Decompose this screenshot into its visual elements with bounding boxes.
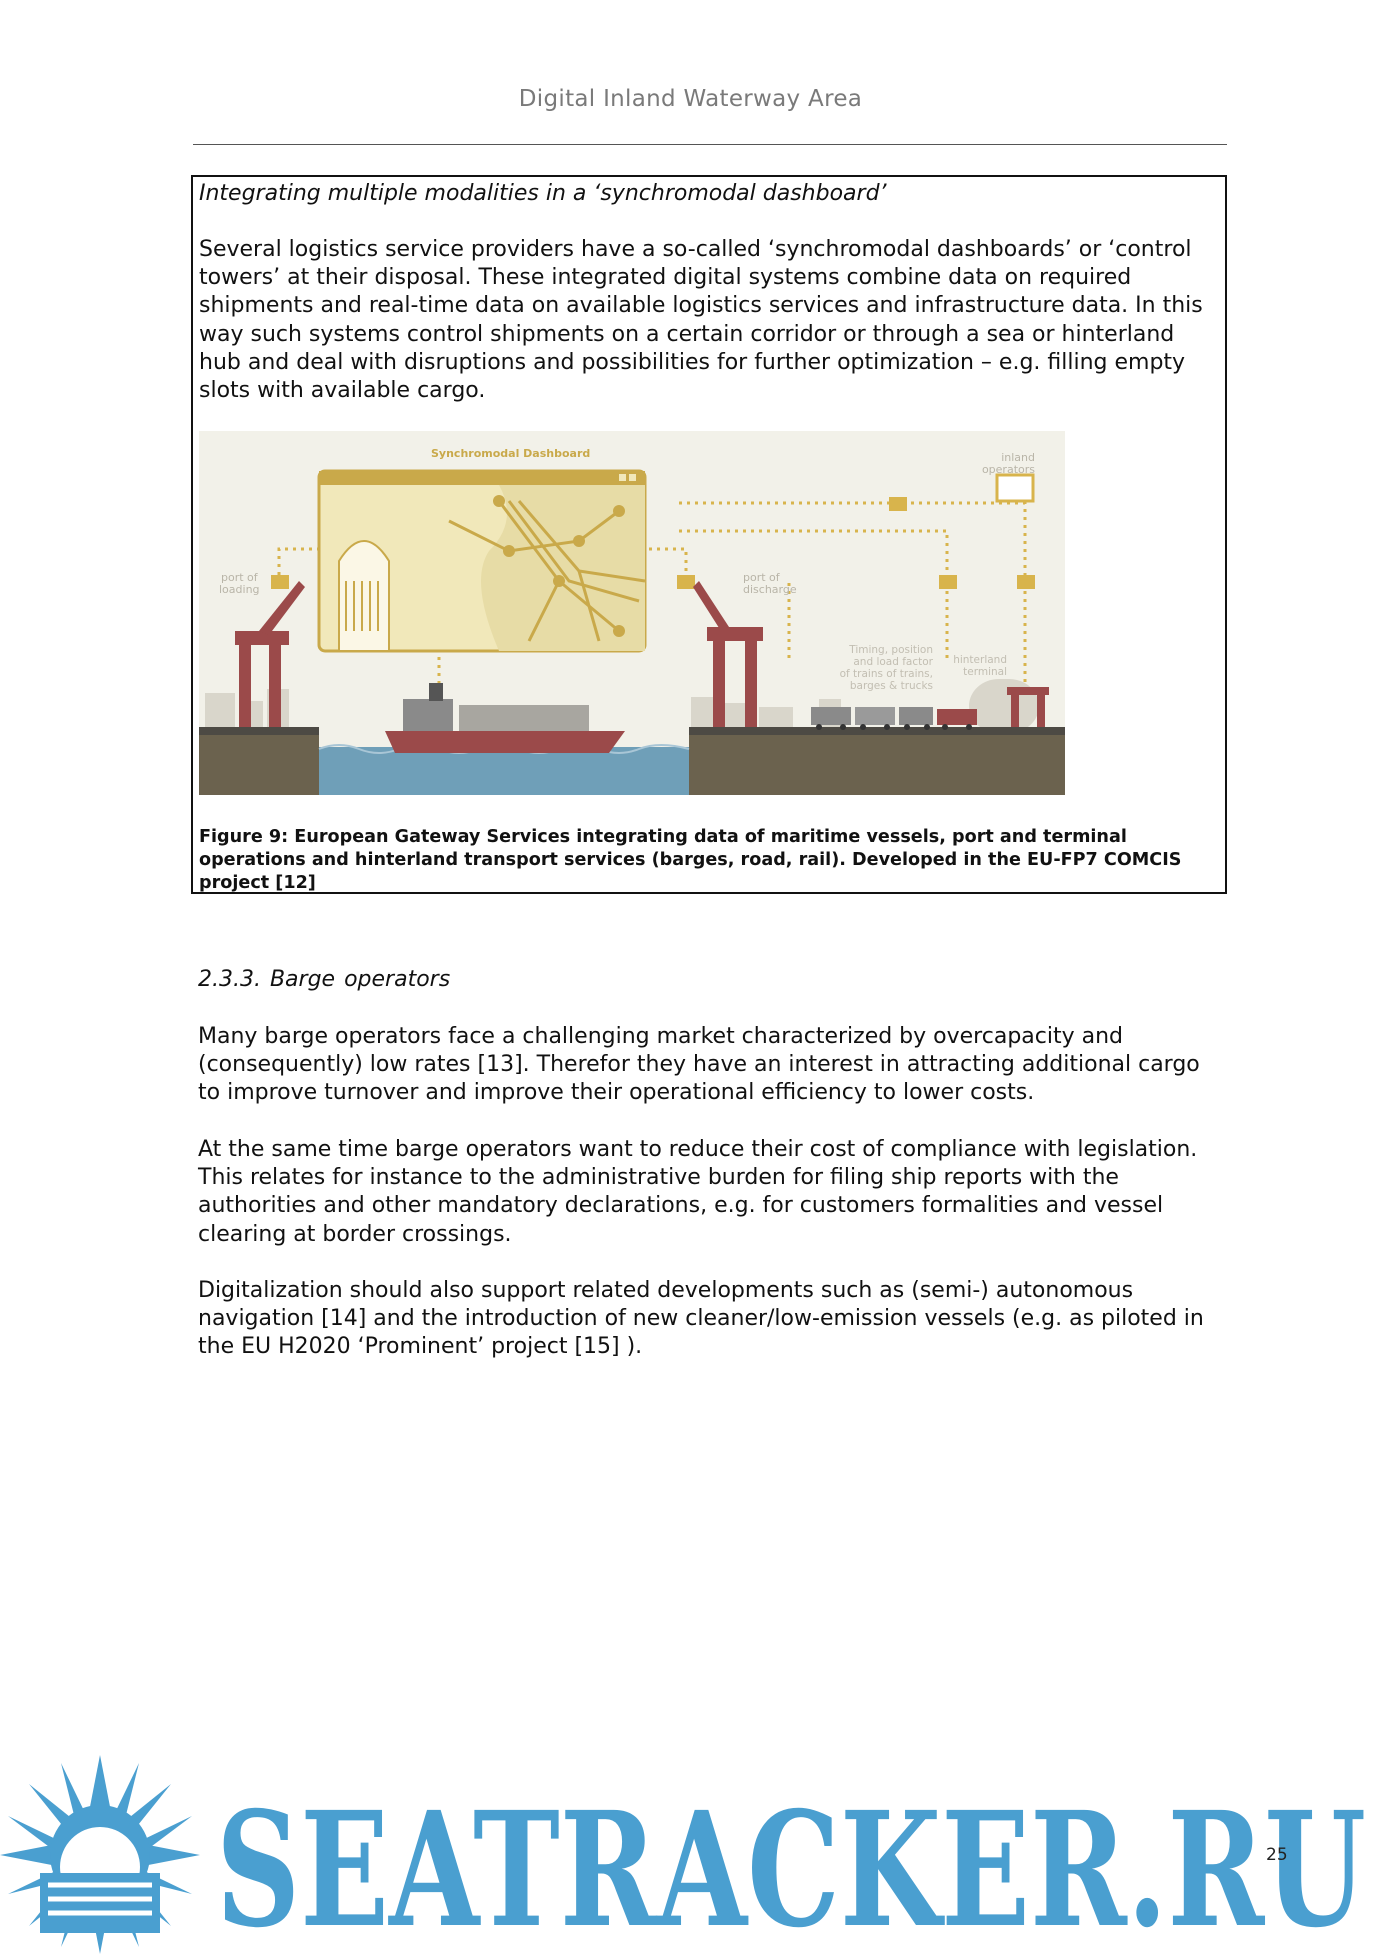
watermark-text: SEATRACKER.RU [216,1778,1366,1954]
water [319,747,689,795]
running-header: Digital Inland Waterway Area [518,86,863,112]
timing-label-2: and load factor [853,656,933,668]
figure-caption: Figure 9: European Gateway Services integrating data of maritime vessels, port and terminal operations and hinterland transport services (barges, road, rail). Developed in the EU-FP7 COMCIS project [12] [199,827,1182,893]
quay-right [689,731,1065,795]
port-loading-label-2: loading [219,583,260,596]
timing-label-3: of trains of trains, [839,668,933,680]
watermark [0,1755,1381,1954]
sun-logo-icon [0,1755,200,1954]
box-title: Integrating multiple modalities in a ‘synchromodal dashboard’ [199,181,887,206]
box-paragraph: Several logistics service providers have a so-called ‘synchromodal dashboards’ or ‘control towers’ at their disposal. These integrated digital systems combine data on required shipments and real-time data on available logistics services and infrastructure data. In this way such systems control shipments on a certain corridor or through a sea or hinterland hub and deal with disruptions and possibilities for further optimization – e.g. filling empty slots with available cargo. [199,237,1203,404]
quay-left [199,731,319,795]
page-number: 25 [1266,1845,1288,1865]
port-loading-label-1: port of [221,571,258,584]
operator-monitor-icon [997,475,1033,501]
timing-label-1: Timing, position [849,644,933,656]
synchromodal-figure [199,431,1065,795]
dashboard-window [319,471,645,651]
inland-operators-label-2: operators [981,463,1035,476]
paragraph-2: At the same time barge operators want to reduce their cost of compliance with legislation. This relates for instance to the administrative burden for filing ship reports with the authorities and other mandatory declarations, e.g. for customers formalities and vessel clearing at border crossings. [198,1137,1198,1247]
inland-operators-label-1: inland [1001,451,1035,464]
timing-label-4: barges & trucks [849,680,933,692]
port-discharge-label-1: port of [743,571,780,584]
port-discharge-label-2: discharge [743,583,797,596]
header-divider [193,144,1227,145]
hinterland-label-1: hinterland [953,654,1007,666]
hinterland-label-2: terminal [963,666,1007,678]
dashboard-title-text: Synchromodal Dashboard [431,447,591,460]
section-heading: 2.3.3. Barge operators [198,967,451,992]
info-box [191,175,1227,894]
paragraph-1: Many barge operators face a challenging market characterized by overcapacity and (consequently) low rates [13]. Therefor they have an interest in attracting additional cargo to improve turnover and improve their operational efficiency to lower costs. [198,1024,1200,1106]
paragraph-3: Digitalization should also support related developments such as (semi-) autonomous navigation [14] and the introduction of new cleaner/low-emission vessels (e.g. as piloted in the EU H2020 ‘Prominent’ project [15] ). [198,1278,1204,1360]
